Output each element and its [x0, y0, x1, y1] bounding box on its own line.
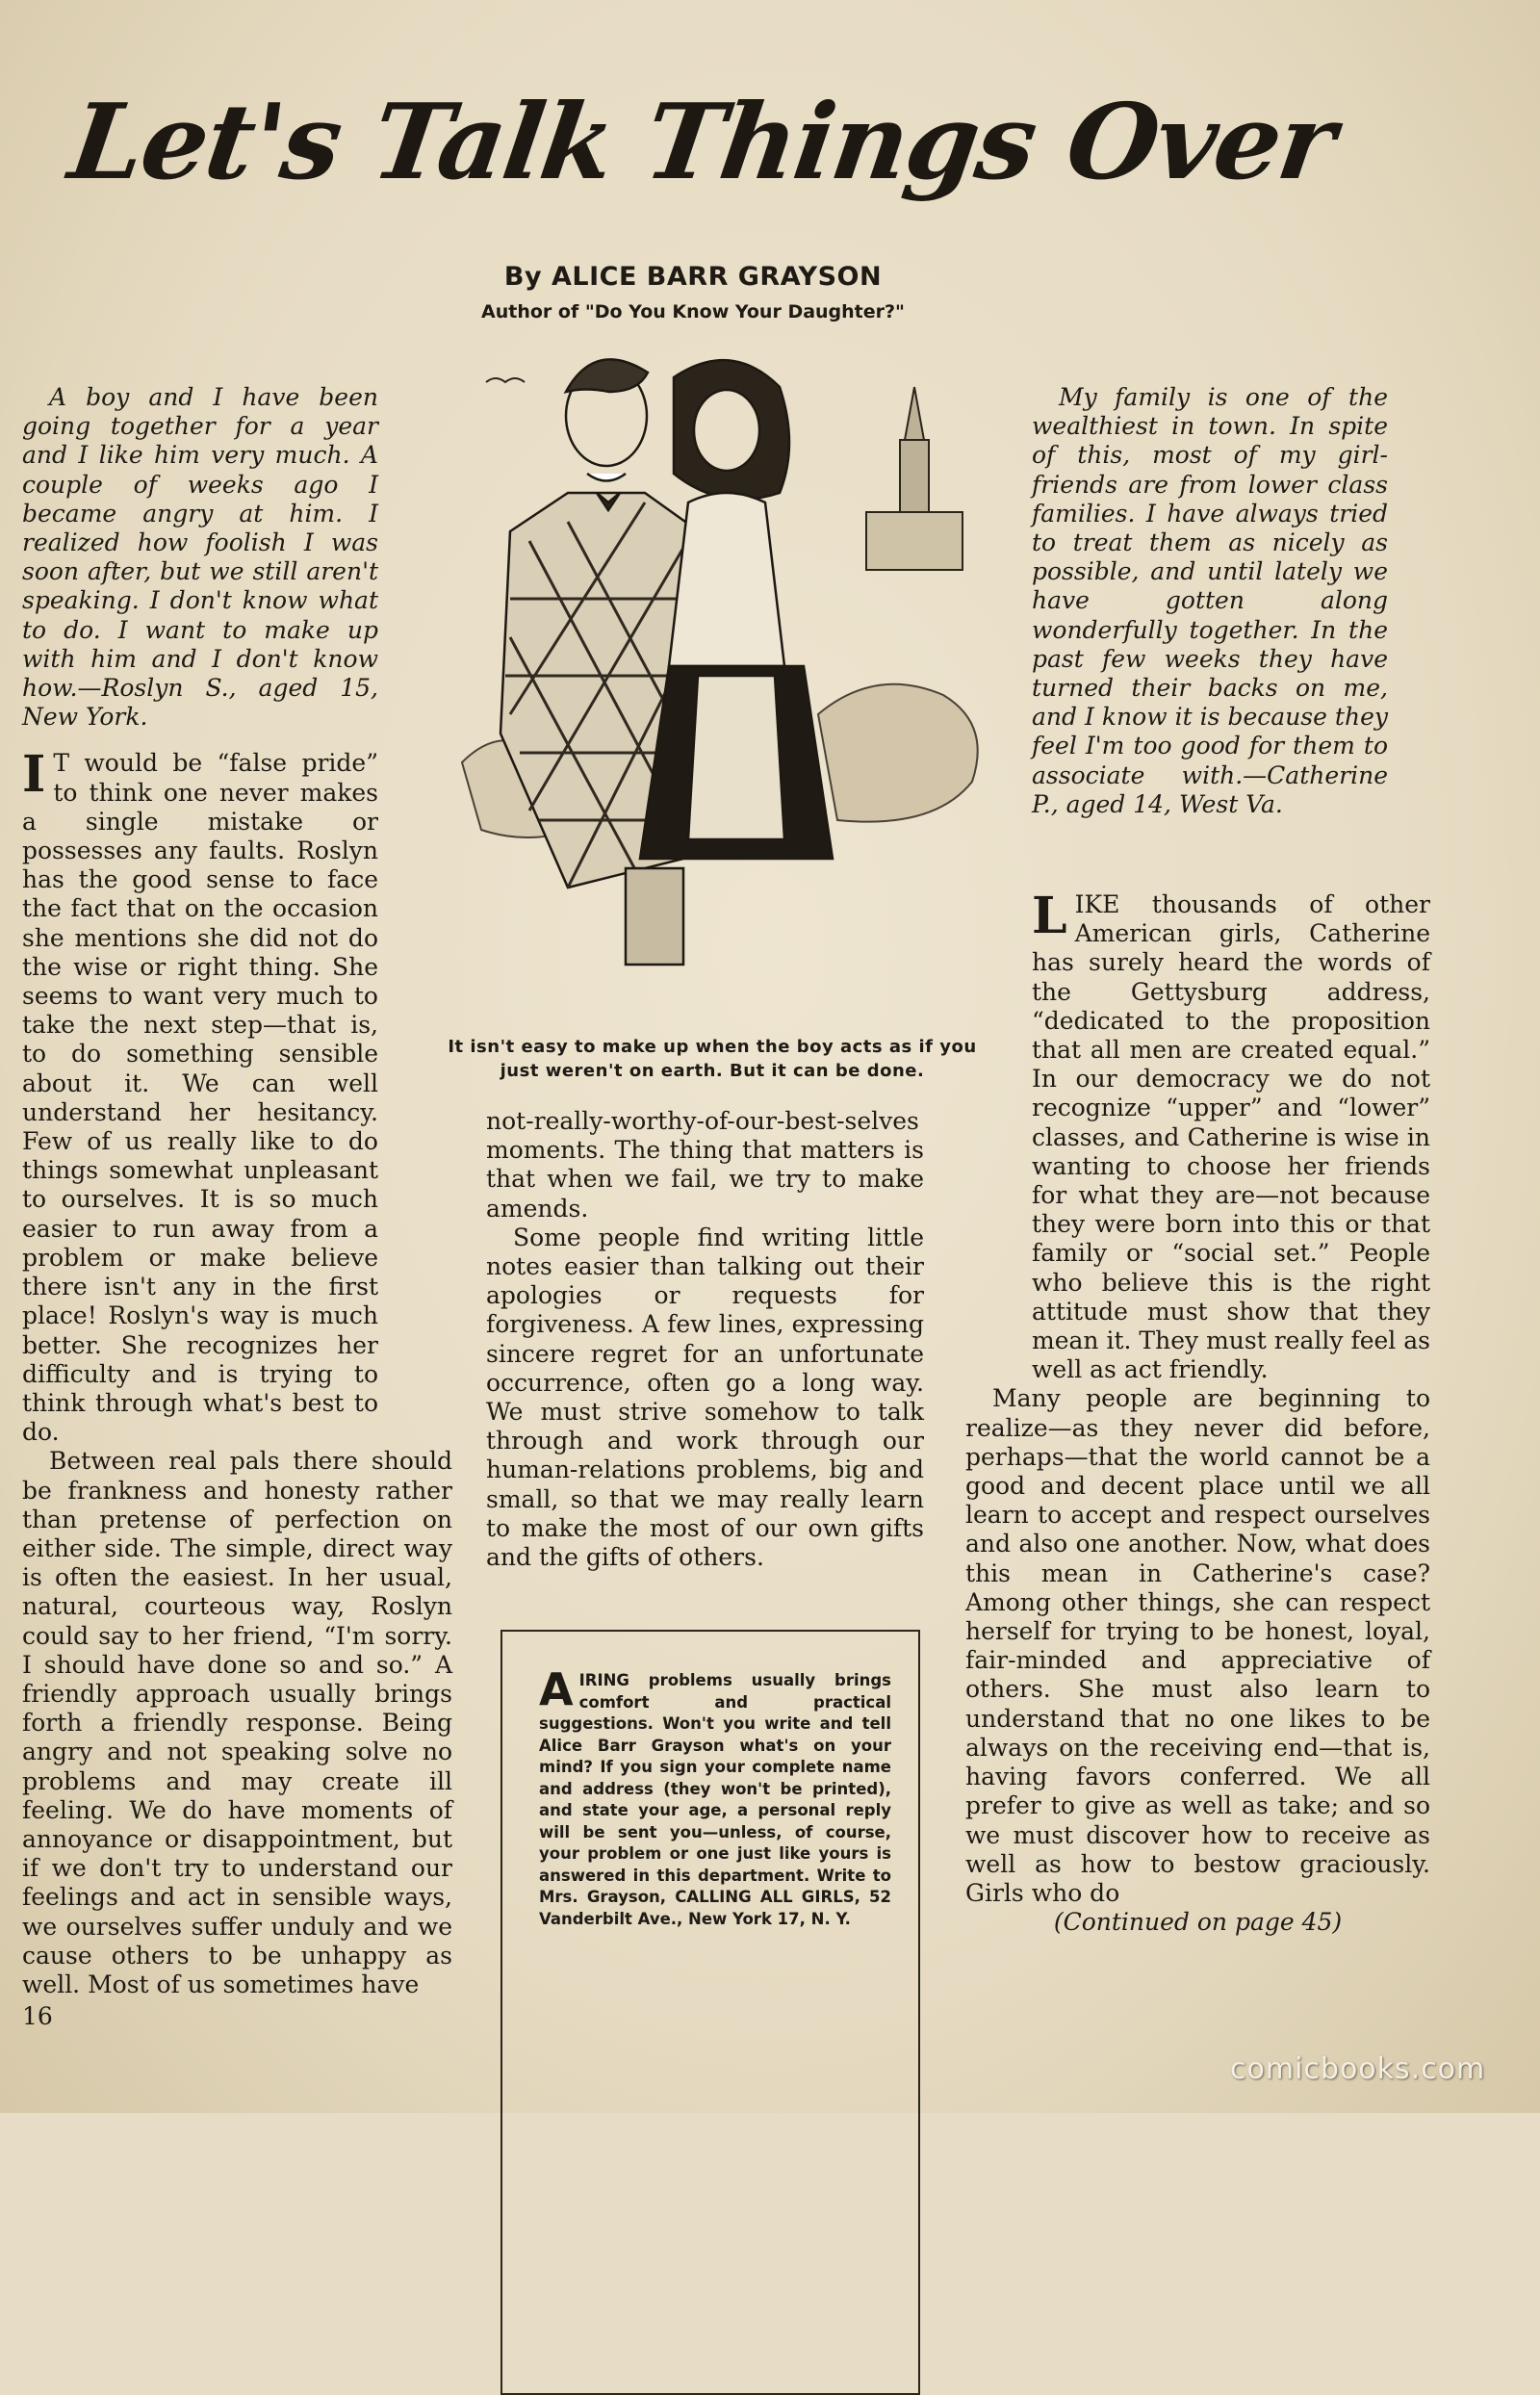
page-number: 16: [22, 2002, 53, 2030]
answer-paragraph: [965, 887, 1430, 1384]
couple-illustration: [452, 348, 1011, 984]
answer-paragraph: Some people find writing little notes easier than talking out their apologies or requests for forgiveness. A few lines, expressing sincere regret for an unfortunate occurrence, often go a long way. We must strive somehow to talk through and work through our human-relations problems, big and small, so that we may really learn to make the most of our own gifts and the gifts of others.: [486, 1223, 924, 1572]
reader-letter-catherine: My family is one of the wealthiest in town. In spite of this, most of my girl-friends are from lower class families. I have always tried to treat them as nicely as possible, and until lately we have gotten along wonderfully together. In the past few weeks they have turned their backs on me, and I know it is because they feel I'm too good for them to associate with.—Catherine P., aged 14, West Va.: [1032, 383, 1388, 818]
column-right: [965, 887, 1430, 1937]
answer-text: T would be “false pride” to think one never makes a single mistake or possesses any faults. Roslyn has the good sense to face the fact that on the occasion she mentions she did not do the wise or right thing. She seems to want very much to take the next step—that is, to do something sensible about it. We can well understand her hesitancy. Few of us really like to do things somewhat unpleasant to ourselves. It is so much easier to run away from a problem or make believe there isn't any in the first place! Roslyn's way is much better. She recognizes her difficulty and is trying to think through what's best to do.: [22, 749, 378, 1447]
reader-letter-roslyn: A boy and I have been going together for a year and I like him very much. A couple of weeks ago I became angry at him. I realized how foolish I was soon after, but we still aren't speaking. I don't know what to do. I want to make up with him and I don't know how.—Roslyn S., aged 15, New York.: [22, 383, 378, 732]
answer-text: IKE thousands of other American girls, Catherine has surely heard the words of the Gettysburg address, “dedicated to the proposition that all men are created equal.” In our democracy we do not recognize “upper” and “lower” classes, and Catherine is wise in wanting to choose her friends for what they are—not because they were born into this or that family or “social set.” People who believe this is the right attitude must show that they mean it. They must really feel as well as act friendly.: [1032, 890, 1430, 1384]
drop-cap: I: [22, 745, 46, 805]
column-right-letter: [1032, 383, 1388, 837]
answer-paragraph: Between real pals there should be frankness and honesty rather than pretense of perfection on either side. The simple, direct way is often the easiest. In her usual, natural, courteous way, Roslyn could say to her friend, “I'm sorry. I should have done so and so.” A friendly approach usually brings forth a friendly response. Being angry and not speaking solve no problems and may create ill feeling. We do have moments of annoyance or disappointment, but if we don't try to understand our feelings and act in sensible ways, we ourselves suffer unduly and we cause others to be unhappy as well. Most of us sometimes have: [22, 1447, 452, 1998]
watermark: comicbooks.com: [1230, 2052, 1486, 2086]
title-text: Let's Talk Things Over: [63, 80, 1342, 203]
write-in-box: [500, 1630, 920, 2395]
author-note: Author of "Do You Know Your Daughter?": [481, 301, 905, 322]
column-left: [22, 383, 452, 1999]
drop-cap: L: [1032, 887, 1067, 945]
box-text: IRING problems usually brings comfort and practical suggestions. Won't you write and tell Alice Barr Grayson what's on your mind? If you sign your complete name and address (they won't be printed), and state your age, a personal reply will be sent you—unless, of course, your problem or one just like yours is answered in this department. Write to Mrs. Grayson, CALLING ALL GIRLS, 52 Vanderbilt Ave., New York 17, N. Y.: [539, 1671, 891, 1928]
article-title: [63, 67, 1342, 221]
byline: By ALICE BARR GRAYSON: [503, 262, 883, 292]
answer-paragraph: not-really-worthy-of-our-best-selves moments. The thing that matters is that when we fail, we try to make amends.: [486, 1107, 924, 1223]
box-drop-cap: A: [539, 1663, 574, 1715]
answer-paragraph: Many people are beginning to realize—as they never did before, perhaps—that the world cannot be a good and decent place until we all learn to accept and respect ourselves and also one another. Now, what does this mean in Catherine's case? Among other things, she can respect herself for trying to be honest, loyal, fair-minded and appreciative of others. She must also learn to understand that no one likes to be always on the receiving end—that is, having favors conferred. We all prefer to give as well as take; and so we must discover how to receive as well as how to bestow graciously. Girls who do: [965, 1384, 1430, 1907]
column-middle: [486, 1107, 924, 1572]
illustration-caption: It isn't easy to make up when the boy acts as if you just weren't on earth. But it can be done.: [448, 1037, 977, 1081]
illustration: [452, 348, 1011, 984]
continued-note: (Continued on page 45): [1053, 1908, 1343, 1937]
answer-paragraph: [22, 745, 378, 1447]
